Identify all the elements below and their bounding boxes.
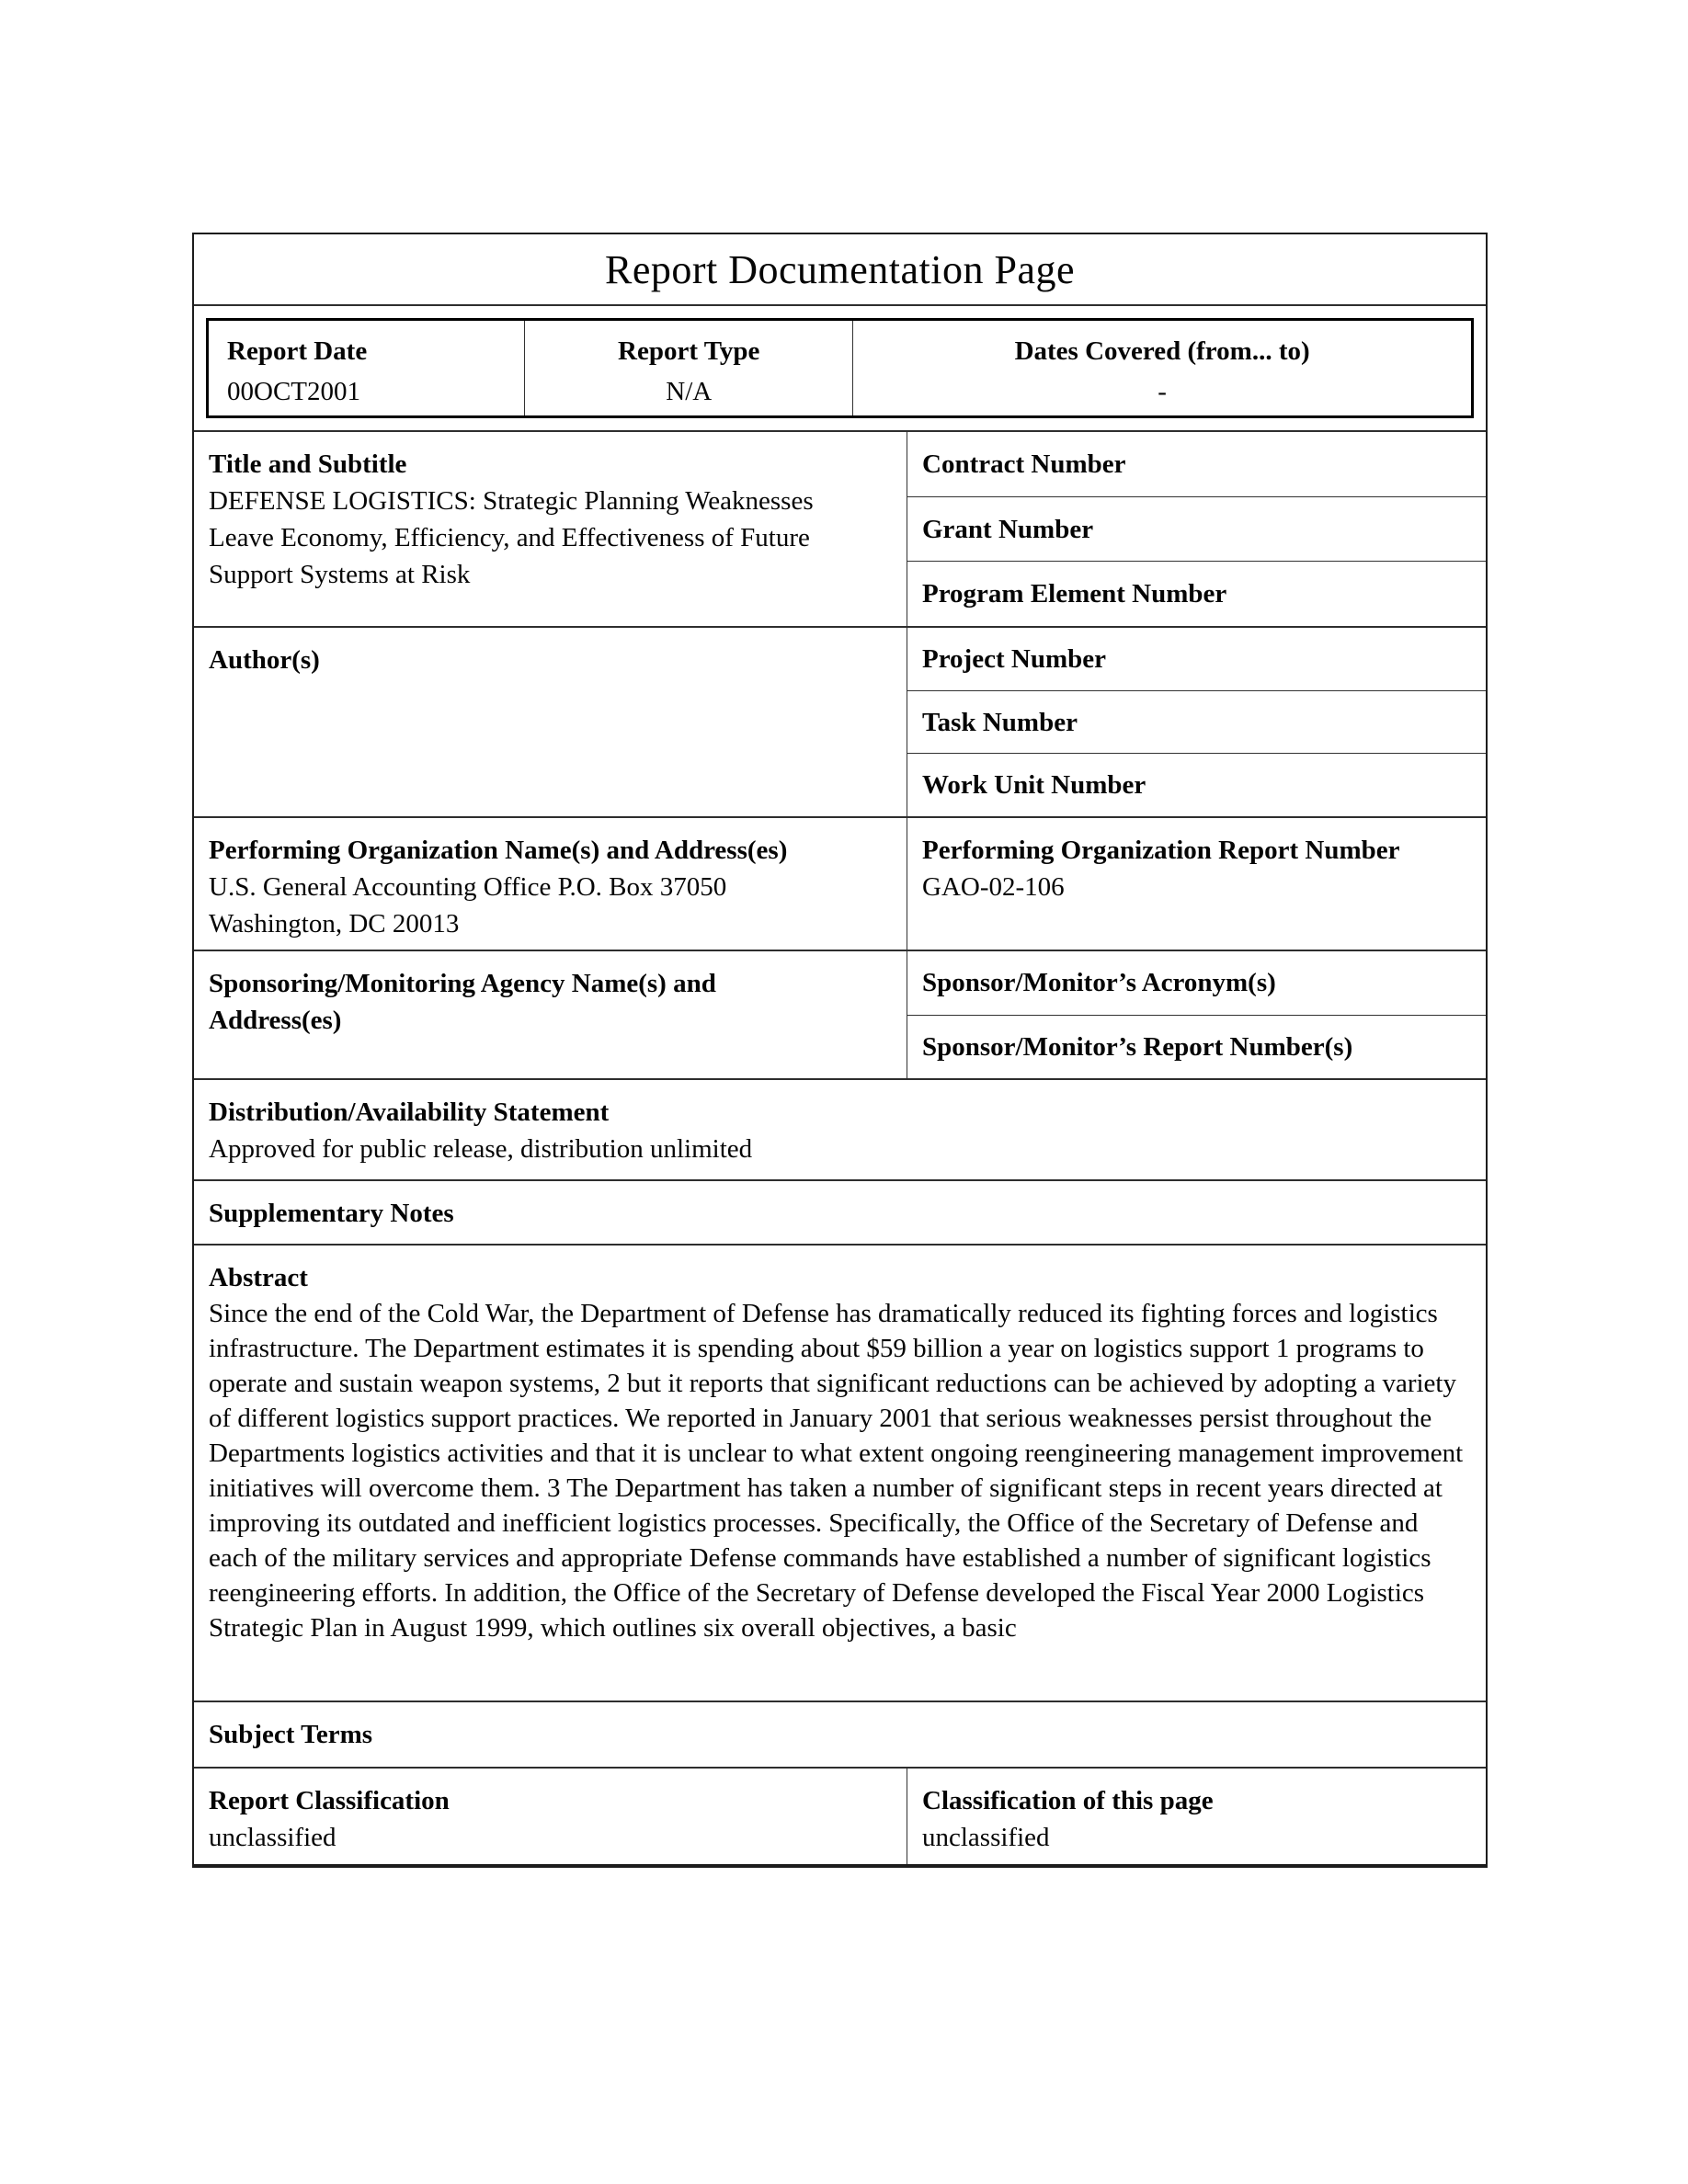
project-task-workunit-column: [907, 628, 1486, 816]
title-subtitle-row: [194, 430, 1486, 626]
grant-number-label: Grant Number: [922, 514, 1094, 544]
title-row: [194, 234, 1486, 304]
report-date-cell: [209, 321, 524, 415]
sponsor-report-number-label: Sponsor/Monitor’s Report Number(s): [922, 1031, 1353, 1062]
dates-covered-label: Dates Covered (from... to): [1014, 336, 1310, 366]
performing-org-line-2: Washington, DC 20013: [209, 909, 460, 938]
sponsoring-agency-line-1: Sponsoring/Monitoring Agency Name(s) and: [209, 969, 716, 998]
report-date-label: Report Date: [227, 336, 368, 366]
report-documentation-page: [192, 233, 1488, 1868]
subject-terms-label: Subject Terms: [209, 1720, 373, 1749]
dates-covered-value: -: [1158, 377, 1167, 406]
sponsoring-agency-line-2: Address(es): [209, 1006, 342, 1035]
subject-terms-row: [194, 1701, 1486, 1767]
abstract-row: [194, 1244, 1486, 1701]
sponsoring-agency-label: [209, 965, 760, 1039]
report-type-cell: [524, 321, 852, 415]
title-subtitle-line-2: Leave Economy, Efficiency, and Effectiveness of Future: [209, 523, 810, 552]
distribution-label: Distribution/Availability Statement: [209, 1098, 610, 1127]
classification-row: [194, 1767, 1486, 1864]
sponsor-monitor-column: [907, 951, 1486, 1078]
abstract-label: Abstract: [209, 1263, 308, 1292]
header-table-row: [194, 304, 1486, 430]
distribution-row: [194, 1078, 1486, 1179]
project-number-cell: [907, 628, 1486, 690]
supplementary-notes-row: [194, 1179, 1486, 1244]
grant-number-cell: [907, 496, 1486, 562]
supplementary-notes-label: Supplementary Notes: [209, 1199, 454, 1228]
contract-number-label: Contract Number: [922, 449, 1126, 479]
report-classification-value: unclassified: [209, 1823, 336, 1852]
task-number-cell: [907, 690, 1486, 754]
authors-row: [194, 626, 1486, 816]
report-type-value: N/A: [666, 377, 713, 406]
work-unit-number-cell: [907, 753, 1486, 816]
program-element-number-label: Program Element Number: [922, 579, 1227, 609]
page-classification-label: Classification of this page: [922, 1786, 1214, 1815]
title-subtitle-cell: [194, 432, 907, 626]
header-table: [206, 318, 1474, 418]
performing-org-report-value: GAO-02-106: [922, 872, 1065, 902]
project-number-label: Project Number: [922, 643, 1106, 674]
title-subtitle-line-1: DEFENSE LOGISTICS: Strategic Planning Weaknesses: [209, 486, 814, 516]
report-classification-label: Report Classification: [209, 1786, 450, 1815]
performing-org-report-column: [907, 818, 1486, 950]
page-classification-value: unclassified: [922, 1823, 1050, 1852]
distribution-value: Approved for public release, distribution unlimited: [209, 1134, 753, 1164]
performing-org-cell: [194, 818, 907, 950]
sponsor-acronym-cell: [907, 951, 1486, 1015]
page-classification-column: [907, 1769, 1486, 1864]
sponsor-acronym-label: Sponsor/Monitor’s Acronym(s): [922, 968, 1276, 998]
task-number-label: Task Number: [922, 707, 1078, 737]
sponsoring-agency-cell: [194, 951, 907, 1078]
title-subtitle-label: Title and Subtitle: [209, 449, 407, 479]
work-unit-number-label: Work Unit Number: [922, 770, 1146, 801]
performing-org-line-1: U.S. General Accounting Office P.O. Box 37050: [209, 872, 727, 902]
program-element-number-cell: [907, 561, 1486, 626]
authors-label: Author(s): [209, 645, 320, 675]
abstract-text: Since the end of the Cold War, the Department of Defense has dramatically reduced its fighting forces and logistics infrastructure. The Department estimates it is spending about $59 billion a year on logistics support 1 programs to operate and sustain weapon systems, 2 but it reports that significant reductions can be achieved by adopting a variety of different logistics support practices. We reported in January 2001 that serious weaknesses persist throughout the Departments logistics activities and that it is unclear to what extent ongoing reengineering management improvement initiatives will overcome them. 3 The Department has taken a number of significant steps in recent years directed at improving its outdated and inefficient logistics processes. Specifically, the Office of the Secretary of Defense and each of the military services and appropriate Defense commands have established a number of significant logistics reengineering efforts. In addition, the Office of the Secretary of Defense developed the Fiscal Year 2000 Logistics Strategic Plan in August 1999, which outlines six overall objectives, a basic: [209, 1299, 1464, 1643]
performing-org-report-label: Performing Organization Report Number: [922, 836, 1400, 865]
title-subtitle-line-3: Support Systems at Risk: [209, 560, 471, 589]
contract-grant-program-column: [907, 432, 1486, 626]
report-type-label: Report Type: [618, 336, 760, 366]
report-classification-cell: [194, 1769, 907, 1864]
page-classification-cell: [907, 1769, 1486, 1864]
page-title: Report Documentation Page: [604, 246, 1076, 292]
authors-cell: [194, 628, 907, 816]
dates-covered-cell: [852, 321, 1471, 415]
sponsor-report-number-cell: [907, 1015, 1486, 1079]
performing-org-label: Performing Organization Name(s) and Address(es): [209, 836, 788, 865]
sponsoring-agency-row: [194, 950, 1486, 1078]
contract-number-cell: [907, 432, 1486, 496]
performing-org-report-cell: [907, 818, 1486, 950]
performing-org-row: [194, 816, 1486, 950]
report-date-value: 00OCT2001: [227, 377, 360, 406]
